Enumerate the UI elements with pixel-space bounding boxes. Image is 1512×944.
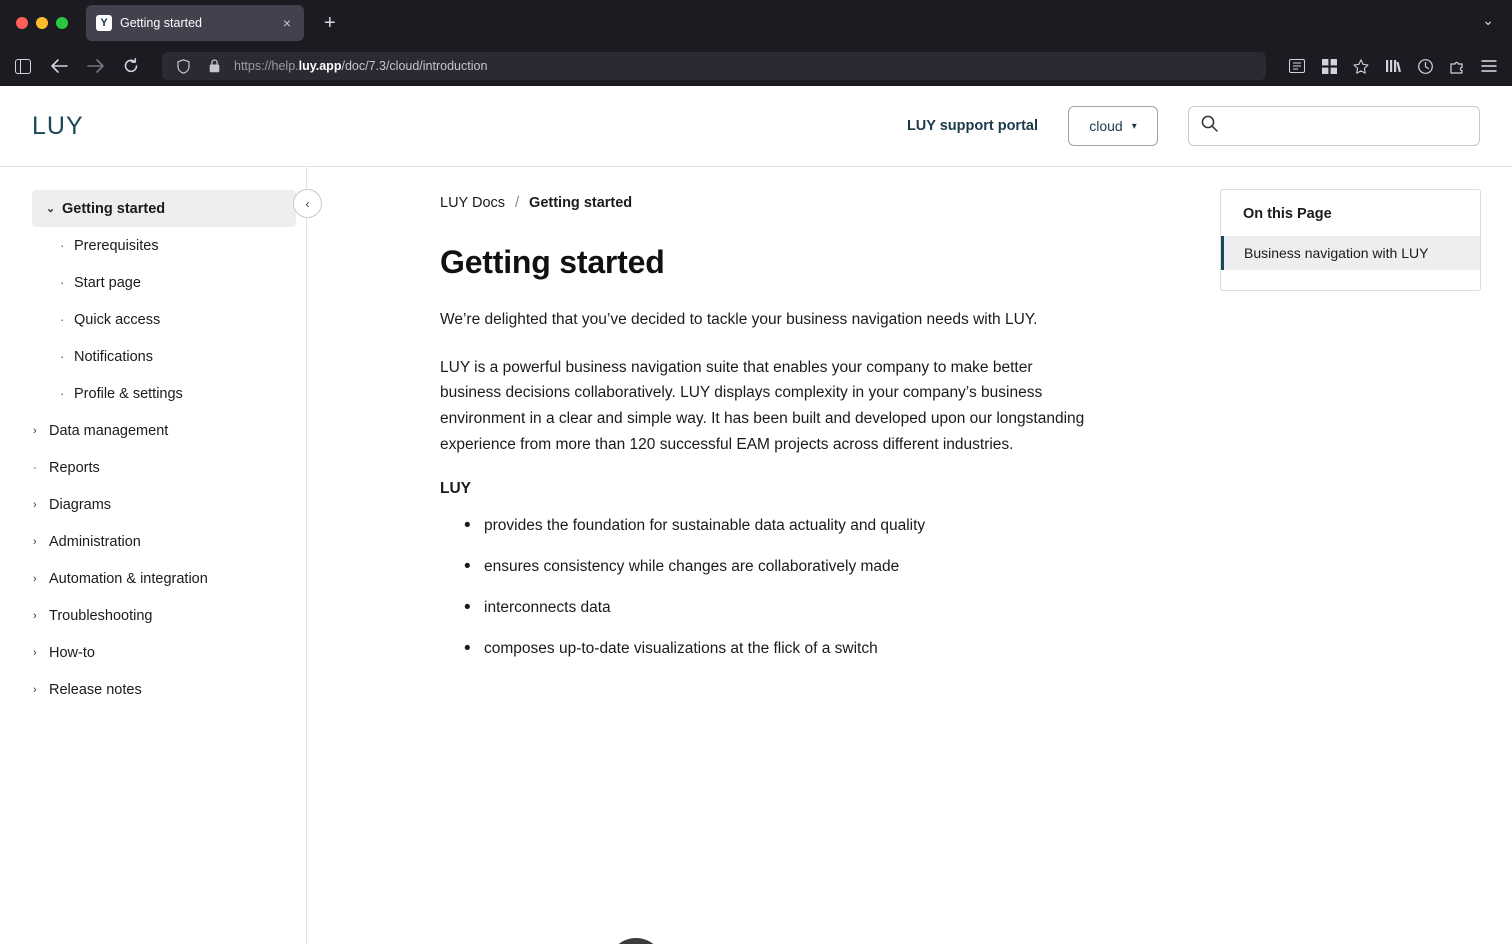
sidebar-item-reports[interactable] <box>0 449 306 486</box>
intro-paragraph-1: We’re delighted that you’ve decided to tackle your business navigation needs with LUY. <box>440 311 1038 328</box>
back-icon[interactable] <box>48 55 70 77</box>
chevron-right-icon: › <box>33 498 37 511</box>
sidebar-item-release-notes[interactable] <box>0 671 306 708</box>
bookmark-star-icon[interactable] <box>1350 55 1372 77</box>
search-icon <box>1201 115 1218 137</box>
bullet-icon: · <box>60 275 65 290</box>
page-title: Getting started <box>440 244 665 280</box>
bullet-icon: · <box>60 238 65 253</box>
bullet-icon: · <box>60 312 65 327</box>
search-input[interactable] <box>1228 118 1467 134</box>
bullet-icon: · <box>33 461 37 474</box>
sidebar-item-label: Reports <box>49 459 100 476</box>
sidebar-item-diagrams[interactable] <box>0 486 306 523</box>
support-portal-link[interactable]: LUY support portal <box>906 118 1038 134</box>
on-this-page-title: On this Page <box>1243 206 1332 222</box>
site-header <box>0 86 1512 167</box>
sidebar-item-getting-started[interactable] <box>32 190 296 227</box>
header-actions <box>907 106 1480 146</box>
sidebar-item-label: Prerequisites <box>74 237 159 254</box>
chevron-down-icon[interactable]: ⌄ <box>1482 12 1494 28</box>
window-controls[interactable] <box>12 17 78 29</box>
addons-icon[interactable] <box>1446 55 1468 77</box>
intro-paragraph-2: LUY is a powerful business navigation suite that enables your company to make better business decisions collaboratively. LUY displays complexity in your company’s business environment in a clear and simple way. It has been built and developed upon our longstanding experience from more than 120 successful EAM projects across different industries. <box>440 358 1085 453</box>
sidebar-item-label: Automation & integration <box>49 570 208 587</box>
sidebar-item-automation-integration[interactable] <box>0 560 306 597</box>
sidebar-item-label: Troubleshooting <box>49 607 153 624</box>
chevron-right-icon: › <box>33 572 37 585</box>
features-subheading: LUY <box>440 479 471 497</box>
on-this-page-link[interactable]: Business navigation with LUY <box>1221 236 1480 270</box>
on-this-page-panel <box>1220 189 1481 291</box>
sidebar-item-label: Notifications <box>74 348 153 365</box>
sidebar-item-notifications[interactable] <box>0 338 306 375</box>
doc-sidebar <box>0 167 307 944</box>
library-icon[interactable] <box>1382 55 1404 77</box>
sidebar-item-data-management[interactable] <box>0 412 306 449</box>
list-item: • composes up-to-date visualizations at the flick of a switch <box>440 637 1100 660</box>
play-icon[interactable] <box>608 938 664 944</box>
features-list <box>440 514 1100 661</box>
breadcrumb-current: Getting started <box>529 195 633 211</box>
close-tab-icon[interactable]: × <box>282 15 291 31</box>
navigation-toolbar <box>0 46 1512 86</box>
sidebar-item-label: Diagrams <box>49 496 112 513</box>
sidebar-item-label: Release notes <box>49 681 142 698</box>
sidebar-toggle-icon[interactable] <box>12 55 34 77</box>
tab-title: Getting started <box>120 16 202 30</box>
sidebar-item-label: Quick access <box>74 311 161 328</box>
bullet-icon: · <box>60 386 65 401</box>
breadcrumb-separator: / <box>515 195 520 211</box>
lock-icon[interactable] <box>203 55 225 77</box>
forward-icon[interactable] <box>84 55 106 77</box>
sidebar-item-label: Getting started <box>62 200 166 217</box>
chevron-right-icon: › <box>33 683 37 696</box>
chevron-right-icon: › <box>33 535 37 548</box>
url-bar[interactable] <box>162 52 1266 80</box>
list-item: • provides the foundation for sustainable data actuality and quality <box>440 514 1100 537</box>
close-window-button[interactable] <box>16 17 28 29</box>
environment-select-value: cloud <box>1089 118 1123 134</box>
search-box[interactable] <box>1188 106 1480 146</box>
sidebar-item-administration[interactable] <box>0 523 306 560</box>
new-tab-icon[interactable]: + <box>324 12 336 34</box>
list-item: • ensures consistency while changes are collaboratively made <box>440 555 1100 578</box>
minimize-window-button[interactable] <box>36 17 48 29</box>
sidebar-item-prerequisites[interactable] <box>0 227 306 264</box>
breadcrumb-root-link[interactable]: LUY Docs <box>440 195 506 211</box>
chevron-right-icon: › <box>33 424 37 437</box>
sidebar-item-quick-access[interactable] <box>0 301 306 338</box>
shield-icon[interactable] <box>172 55 194 77</box>
url-scheme: https://help. <box>234 59 299 73</box>
page-body <box>0 167 1512 944</box>
reload-icon[interactable] <box>120 55 142 77</box>
browser-chrome <box>0 0 1512 86</box>
sidebar-item-troubleshooting[interactable] <box>0 597 306 634</box>
extensions-grid-icon[interactable] <box>1318 55 1340 77</box>
browser-tab[interactable] <box>86 5 304 41</box>
site-logo[interactable]: LUY <box>32 111 84 140</box>
sidebar-item-label: Start page <box>74 274 141 291</box>
sidebar-item-profile-settings[interactable] <box>0 375 306 412</box>
chevron-right-icon: › <box>33 646 37 659</box>
reader-icon[interactable] <box>1286 55 1308 77</box>
tab-strip <box>0 0 1512 46</box>
chevron-left-icon: ‹ <box>305 196 310 211</box>
list-item: • interconnects data <box>440 596 1100 619</box>
chevron-right-icon: › <box>33 609 37 622</box>
sidebar-item-start-page[interactable] <box>0 264 306 301</box>
history-icon[interactable] <box>1414 55 1436 77</box>
url-domain: luy.app <box>298 59 342 73</box>
tab-favicon-icon: Y <box>96 15 112 31</box>
sidebar-item-label: Profile & settings <box>74 385 183 402</box>
sidebar-item-label: How-to <box>49 644 95 661</box>
url-text <box>234 59 487 73</box>
browser-toolbar-right <box>1286 55 1500 77</box>
sidebar-item-label: Data management <box>49 422 169 439</box>
collapse-sidebar-button[interactable] <box>293 189 322 218</box>
sidebar-item-how-to[interactable] <box>0 634 306 671</box>
menu-icon[interactable] <box>1478 55 1500 77</box>
url-path: /doc/7.3/cloud/introduction <box>341 59 488 73</box>
chevron-down-icon: ⌄ <box>46 203 56 215</box>
bullet-icon: · <box>60 349 65 364</box>
maximize-window-button[interactable] <box>56 17 68 29</box>
sidebar-item-label: Administration <box>49 533 141 550</box>
chevron-down-icon: ▾ <box>1131 120 1137 132</box>
environment-select[interactable] <box>1068 106 1158 146</box>
